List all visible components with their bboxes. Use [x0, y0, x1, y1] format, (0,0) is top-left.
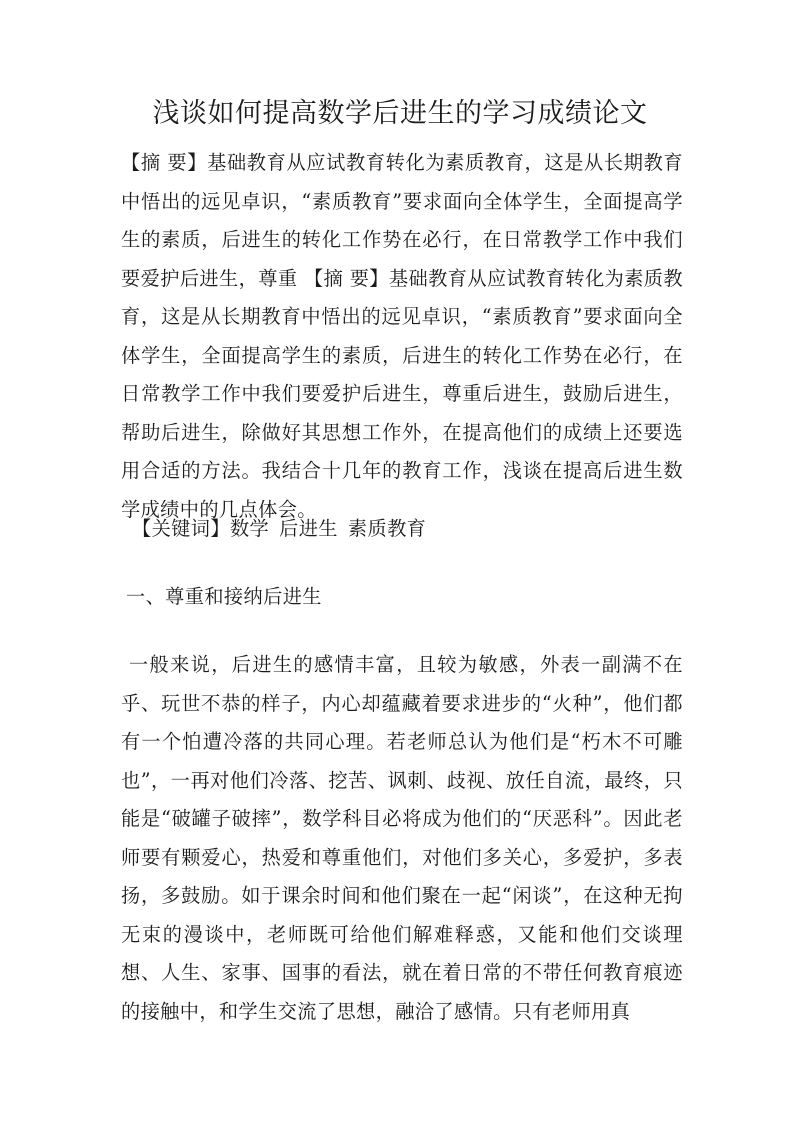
page-title: 浅谈如何提高数学后进生的学习成绩论文: [152, 98, 648, 129]
keyword-item: 后进生: [279, 517, 338, 540]
abstract-paragraph: 【摘 要】基础教育从应试教育转化为素质教育，这是从长期教育中悟出的远见卓识，“素质教育”要求面向全体学生，全面提高学生的素质，后进生的转化工作势在必行，在日常教学工作中我们要爱护后进生，尊重 【摘 要】基础教育从应试教育转化为素质教育，这是从长期教育中悟出的远见卓识，“素质教育”要求面向全体学生，全面提高学生的素质，后进生的转化工作势在必行，在日常教学工作中我们要爱护后进生，尊重后进生，鼓励后进生，帮助后进生，除做好其思想工作外，在提高他们的成绩上还要选用合适的方法。我结合十几年的教育工作，浅谈在提高后进生数学成绩中的几点体会。: [121, 151, 683, 521]
section-heading: 一、尊重和接纳后进生: [126, 585, 322, 608]
keywords-line: [132, 510, 692, 548]
keyword-item: 素质教育: [347, 517, 427, 540]
keyword-item: 数学: [229, 517, 270, 540]
keywords-label: 【关键词】: [132, 517, 230, 540]
section-body-paragraph: 一般来说，后进生的感情丰富，且较为敏感，外表一副满不在乎、玩世不恭的样子，内心却蕴藏着要求进步的“火种”，他们都有一个怕遭冷落的共同心理。若老师总认为他们是“朽木不可雕也”，一再对他们冷落、挖苦、讽刺、歧视、放任自流，最终，只能是“破罐子破摔”，数学科目必将成为他们的“厌恶科”。因此老师要有颗爱心，热爱和尊重他们，对他们多关心，多爱护，多表扬，多鼓励。如于课余时间和他们聚在一起“闲谈”，在这种无拘无束的漫谈中，老师既可给他们解难释惑，又能和他们交谈理想、人生、家事、国事的看法，就在着日常的不带任何教育痕迹的接触中，和学生交流了思想，融洽了感情。只有老师用真: [121, 653, 683, 1023]
